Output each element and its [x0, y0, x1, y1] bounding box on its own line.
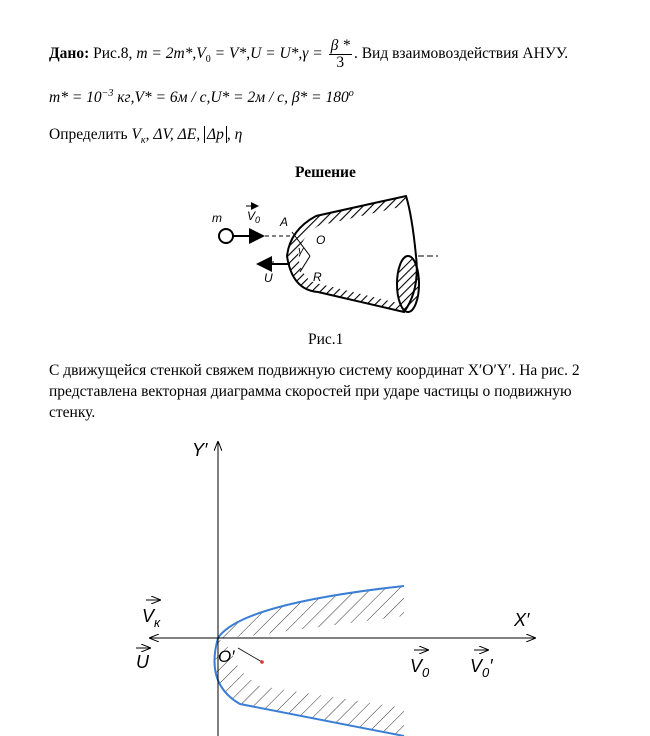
label-a: A — [280, 215, 289, 229]
label-origin: O′ — [218, 647, 235, 666]
fig2-center-point — [260, 660, 264, 664]
given-label: Дано: — [49, 45, 90, 63]
vk-sub: к — [140, 135, 146, 147]
fig2-radius — [238, 648, 262, 662]
eta-var: , η — [226, 126, 243, 143]
figure-2 — [0, 436, 650, 736]
fig1-caption: Рис.1 — [308, 331, 344, 348]
label-r: R — [313, 270, 322, 284]
particle — [219, 229, 233, 243]
label-u: U — [264, 271, 273, 285]
formula-sub0: 0 — [205, 54, 211, 66]
beta-num: β * — [330, 37, 350, 54]
m-exp: −3 — [101, 88, 114, 99]
interaction-text: . Вид взаимовоздействия АНУУ. — [353, 45, 569, 63]
dp-var: Δp — [206, 126, 224, 143]
deg: o — [348, 88, 354, 99]
determine-rest: , ΔV, ΔE, — [145, 126, 201, 143]
label-y: Y′ — [192, 440, 208, 460]
solution-title: Решение — [295, 164, 356, 181]
label-v0: $V_0$ — [247, 209, 261, 225]
wall-lower-hatch — [214, 638, 404, 736]
formula-main: m = 2m*,V — [136, 45, 206, 63]
wall-upper-hatch — [218, 586, 404, 638]
vk-var: V — [131, 126, 141, 143]
label-o: O — [316, 233, 326, 247]
body-end — [397, 256, 419, 312]
determine-label: Определить — [49, 126, 128, 143]
figure-1 — [0, 0, 650, 340]
label-v0p: $V_0'$ — [470, 656, 493, 680]
m-star: m* = 10 — [49, 89, 102, 107]
paragraph: С движущейся стенкой свяжем подвижную систему координат X′O′Y′. На рис. 2 представлена векторная диаграмма скоростей при ударе частицы о подвижную стенку. — [49, 362, 580, 421]
beta-den: 3 — [336, 54, 345, 71]
fig-ref: Рис.8, — [93, 45, 133, 63]
label-gamma: γ — [298, 245, 304, 257]
label-u2: U — [136, 652, 149, 672]
label-vk: $V_к$ — [142, 606, 161, 630]
m-unit: кг,V* = 6м / с,U* = 2м / с, β* = 180 — [113, 89, 349, 107]
label-x: X′ — [514, 610, 530, 630]
label-m: m — [212, 211, 222, 225]
formula-rest: = V*,U = U*,γ = — [210, 45, 323, 63]
label-v0-2: $V_0$ — [410, 656, 430, 680]
